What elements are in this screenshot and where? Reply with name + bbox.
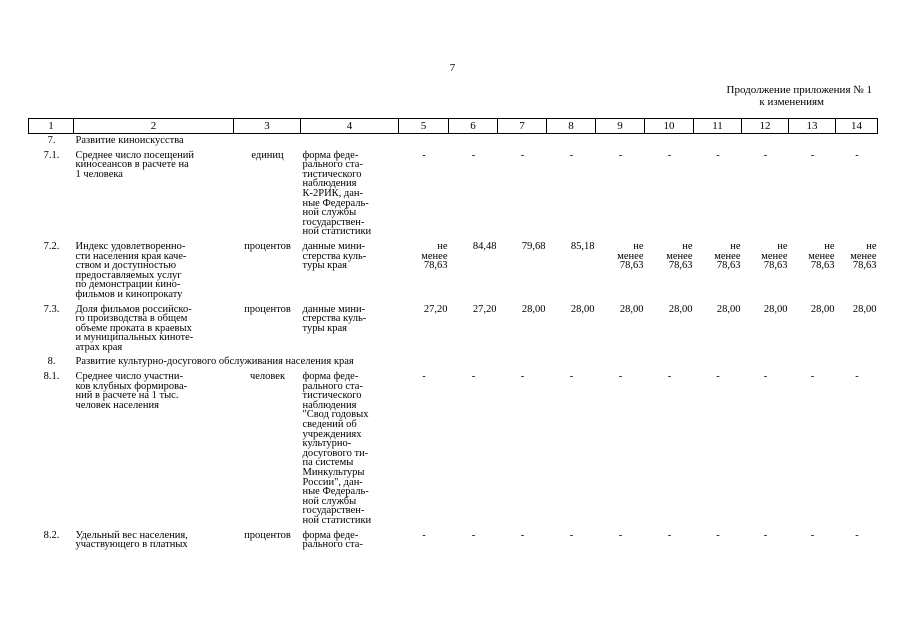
value-cell: -: [471, 529, 476, 541]
indicator-name: Удельный вес населения, участвующего в платных: [75, 529, 188, 551]
source-cell: форма феде- рального ста- тистического наблюдения К-2РИК, дан- ные Федераль- ной службы государствен- ной статистики: [302, 149, 372, 238]
indicator-name: Среднее число посещений киносеансов в расчете на 1 человека: [75, 149, 195, 180]
value-cell: 28,00: [716, 303, 741, 315]
value-cell: -: [810, 371, 815, 383]
value-cell: 84,48: [472, 240, 497, 252]
table-row: [29, 149, 878, 240]
row-number: 7.2.: [43, 240, 60, 252]
continuation-note: [600, 84, 872, 108]
value-cell: -: [520, 371, 525, 383]
value-cell: -: [618, 371, 623, 383]
unit-cell: человек: [249, 371, 286, 383]
value-cell: 28,00: [521, 303, 546, 315]
value-cell: 28,00: [619, 303, 644, 315]
value-cell: 28,00: [570, 303, 595, 315]
value-cell: не менее 78,63: [850, 240, 877, 272]
indicator-name: Индекс удовлетворенно- сти населения края каче- ством и доступностью предоставляемых услуг по демонстрации кино- фильмов и кинопрокату: [75, 240, 187, 300]
unit-cell: процентов: [244, 303, 291, 315]
table-row: [29, 529, 878, 553]
section-title: Развитие культурно-досугового обслуживания населения края: [75, 356, 354, 368]
column-number: 9: [596, 119, 645, 134]
value-cell: -: [763, 371, 768, 383]
continuation-line-1: Продолжение приложения № 1: [726, 84, 872, 96]
section-number: 7.: [47, 135, 56, 146]
value-cell: -: [855, 149, 859, 161]
value-cell: -: [716, 371, 720, 383]
table-row: [29, 303, 878, 356]
value-cell: не менее 78,63: [808, 240, 835, 272]
column-number: 13: [789, 119, 836, 134]
page-number: 7: [449, 62, 456, 74]
value-cell: 28,00: [852, 303, 877, 315]
value-cell: -: [763, 149, 768, 161]
value-cell: не менее 78,63: [666, 240, 693, 272]
row-number: 7.1.: [43, 149, 60, 161]
indicator-name: Среднее число участни- ков клубных формирова- ний в расчете на 1 тыс. человек населения: [75, 371, 188, 411]
section-row: [29, 355, 878, 370]
column-number: 2: [74, 119, 234, 134]
value-cell: -: [422, 371, 426, 383]
source-cell: данные мини- стерства куль- туры края: [302, 240, 367, 272]
value-cell: -: [569, 149, 574, 161]
value-cell: -: [716, 529, 720, 541]
section-row: [29, 134, 878, 149]
source-cell: форма феде- рального ста- тистического наблюдения "Свод годовых сведений об учреждениях культурно- досугового ти- па системы Минкультуры России", дан- ные Федераль- ной службы государствен- ной статистики: [302, 371, 372, 526]
value-cell: 79,68: [521, 240, 546, 252]
value-cell: 85,18: [570, 240, 595, 252]
column-number: 11: [694, 119, 742, 134]
row-number: 8.2.: [43, 529, 60, 541]
value-cell: -: [471, 371, 476, 383]
continuation-line-2: к изменениям: [759, 96, 824, 108]
value-cell: 27,20: [472, 303, 497, 315]
row-number: 7.3.: [43, 303, 60, 315]
value-cell: -: [855, 529, 859, 541]
column-number: 8: [547, 119, 596, 134]
value-cell: -: [569, 529, 574, 541]
source-cell: форма феде- рального ста-: [302, 529, 363, 551]
value-cell: -: [618, 529, 623, 541]
column-number: 14: [836, 119, 878, 134]
value-cell: -: [618, 149, 623, 161]
unit-cell: процентов: [244, 529, 291, 541]
column-number: 4: [301, 119, 399, 134]
column-number: 6: [449, 119, 498, 134]
value-cell: не менее 78,63: [421, 240, 448, 272]
value-cell: не менее 78,63: [761, 240, 788, 272]
column-number: 12: [742, 119, 789, 134]
value-cell: -: [471, 149, 476, 161]
value-cell: 27,20: [423, 303, 448, 315]
value-cell: -: [667, 149, 672, 161]
value-cell: не менее 78,63: [617, 240, 644, 272]
section-number: 8.: [47, 356, 56, 368]
value-cell: -: [569, 371, 574, 383]
table-row: [29, 370, 878, 529]
row-number: 8.1.: [43, 371, 60, 383]
unit-cell: единиц: [251, 149, 284, 161]
value-cell: -: [422, 529, 426, 541]
column-number: 10: [645, 119, 694, 134]
source-cell: данные мини- стерства куль- туры края: [302, 303, 367, 334]
value-cell: -: [520, 529, 525, 541]
value-cell: -: [422, 149, 426, 161]
column-number: 7: [498, 119, 547, 134]
value-cell: -: [855, 371, 859, 383]
table-row: [29, 240, 878, 303]
value-cell: -: [667, 371, 672, 383]
unit-cell: процентов: [244, 240, 291, 252]
section-title: Развитие киноискусства: [75, 135, 184, 146]
column-number: 5: [399, 119, 449, 134]
value-cell: -: [520, 149, 525, 161]
value-cell: не менее 78,63: [714, 240, 741, 272]
value-cell: -: [763, 529, 768, 541]
column-number: 1: [29, 119, 74, 134]
value-cell: -: [716, 149, 720, 161]
indicator-name: Доля фильмов российско- го производства в общем объеме проката в краевых и муниципальных киноте- атрах края: [75, 303, 194, 353]
value-cell: -: [667, 529, 672, 541]
value-cell: 28,00: [668, 303, 693, 315]
value-cell: 28,00: [763, 303, 788, 315]
column-number-row: [29, 119, 878, 134]
value-cell: -: [810, 149, 815, 161]
value-cell: -: [810, 529, 815, 541]
indicators-table: [28, 118, 878, 553]
value-cell: 28,00: [810, 303, 835, 315]
column-number: 3: [234, 119, 301, 134]
